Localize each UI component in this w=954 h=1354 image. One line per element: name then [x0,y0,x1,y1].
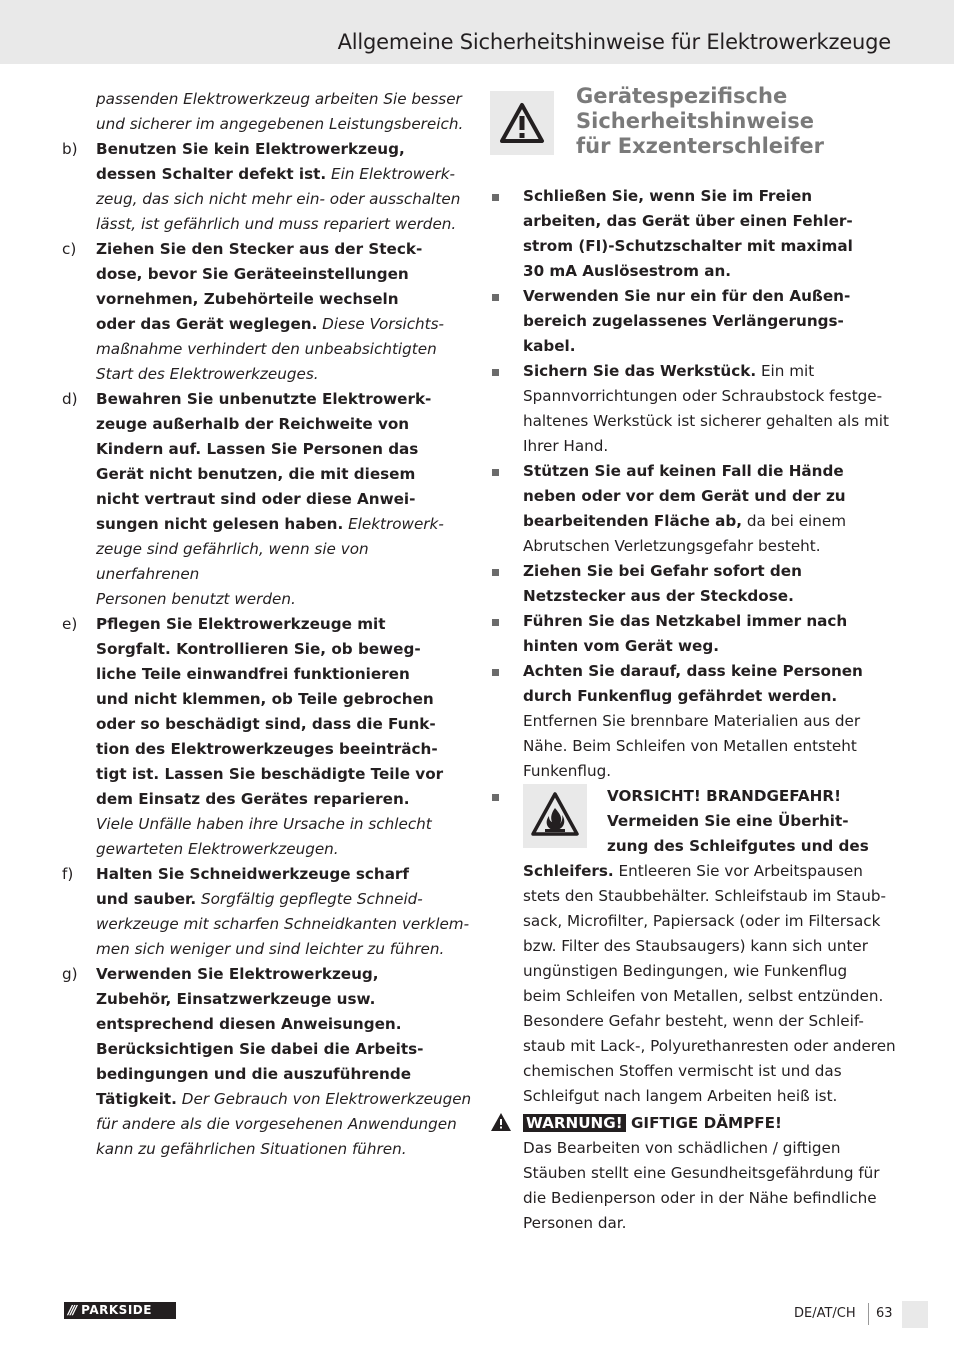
toxic-fumes-warning [490,1111,900,1236]
warning-text: die Bedienperson oder in der Nähe befindliche [523,1189,877,1207]
bold-text: Führen Sie das Netzkabel immer nach [523,612,848,630]
italic-text: Diese Vorsichts- [317,315,445,333]
logo-name: PARKSIDE [81,1303,152,1317]
plain-text: Besondere Gefahr besteht, wenn der Schleif- [523,1012,864,1030]
fire-sign-box [523,784,587,848]
plain-text: Funkenflug. [523,762,612,780]
bullet-square [492,369,499,376]
text-line [96,862,472,887]
italic-text: für andere als die vorgesehenen Anwendungen [96,1115,457,1133]
text-line [96,137,472,162]
plain-text: da bei einem [742,512,847,530]
warning-triangle-icon [490,91,554,155]
bold-text: neben oder vor dem Gerät und der zu [523,487,846,505]
section-title-line: Gerätespezifische [576,84,788,108]
plain-text: Entleeren Sie vor Arbeitspausen [613,862,863,880]
text-line [523,859,900,884]
bold-text: bedingungen und die auszuführende [96,1065,412,1083]
text-line [523,234,900,259]
text-line [523,534,900,559]
plain-text: stets den Staubbehälter. Schleifstaub im Staub- [523,887,886,905]
bold-text: liche Teile einwandfrei funktionieren [96,665,410,683]
bold-text: dessen Schalter defekt ist. [96,165,327,183]
bold-text: Ziehen Sie bei Gefahr sofort den [523,562,802,580]
bold-text: strom (FI)-Schutzschalter mit maximal [523,237,853,255]
text-line [523,209,900,234]
bold-text: sungen nicht gelesen haben. [96,515,344,533]
bold-text: Ziehen Sie den Stecker aus der Steck- [96,240,423,258]
list-item [62,612,472,862]
bullet-square [492,469,499,476]
italic-text: kann zu gefährlichen Situationen führen. [96,1140,407,1158]
bullet-square [492,569,499,576]
bold-text: Bewahren Sie unbenutzte Elektrowerk- [96,390,432,408]
intro-line: passenden Elektrowerkzeug arbeiten Sie besser [96,90,462,108]
text-line [523,759,900,784]
text-line [523,734,900,759]
text-line [96,787,472,812]
text-line [96,437,472,462]
list-item [62,387,472,612]
bullet-item [490,459,900,559]
locale-label: DE/AT/CH [794,1306,856,1321]
page-number: 63 [876,1306,893,1321]
bold-text: und sauber. [96,890,197,908]
text-line [96,837,472,862]
bold-text: arbeiten, das Gerät über einen Fehler- [523,212,853,230]
plain-text: Abrutschen Verletzungsgefahr besteht. [523,537,821,555]
section-title-line: Sicherheitshinweise [576,109,814,133]
bold-text: Kindern auf. Lassen Sie Personen das [96,440,419,458]
bold-text: dem Einsatz des Gerätes reparieren. [96,790,410,808]
text-line [523,609,900,634]
warning-text: Stäuben stellt eine Gesundheitsgefährdung für [523,1164,880,1182]
list-item [62,137,472,237]
text-line [96,1012,472,1037]
bold-text: Pflegen Sie Elektrowerkzeuge mit [96,615,386,633]
plain-text: Nähe. Beim Schleifen von Metallen entsteht [523,737,857,755]
brand-logo [64,1302,176,1319]
italic-text: Der Gebrauch von Elektrowerkzeugen [176,1090,472,1108]
text-line [96,962,472,987]
text-line [523,359,900,384]
bold-text: Schleifers. [523,862,614,880]
text-line [96,987,472,1012]
italic-text: werkzeuge mit scharfen Schneidkanten verklem- [96,915,470,933]
text-line [96,162,472,187]
plain-text: ungünstigen Bedingungen, wie Funkenflug [523,962,848,980]
bold-text: bearbeitenden Fläche ab, [523,512,743,530]
text-line [96,187,472,212]
bold-text: Sorgfalt. Kontrollieren Sie, ob beweg- [96,640,421,658]
italic-text: gewarteten Elektrowerkzeugen. [96,840,339,858]
bullet-square [492,619,499,626]
italic-text: men sich weniger und sind leichter zu führen. [96,940,445,958]
item-letter: f) [62,865,74,883]
text-line [96,487,472,512]
bullet-item [490,609,900,659]
bold-text: oder das Gerät weglegen. [96,315,318,333]
text-line [96,212,472,237]
text-line [523,984,900,1009]
bold-text: bereich zugelassenes Verlängerungs- [523,312,844,330]
text-line [523,909,900,934]
bullet-square [492,669,499,676]
text-line [96,387,472,412]
text-line [523,1059,900,1084]
bold-text: Halten Sie Schneidwerkzeuge scharf [96,865,410,883]
warning-text: Personen dar. [523,1214,627,1232]
text-line [96,1087,472,1112]
text-line [523,484,900,509]
item-letter: b) [62,140,78,158]
fire-warning-heading: zung des Schleifgutes und des [607,837,869,855]
fire-warning-heading: VORSICHT! BRANDGEFAHR! [607,787,842,805]
italic-text: zeuge sind gefährlich, wenn sie von unerfahrenen [96,540,369,583]
text-line [96,712,472,737]
bullet-square [492,794,499,801]
list-item [62,962,472,1162]
italic-text: zeug, das sich nicht mehr ein- oder ausschalten [96,190,461,208]
text-line [96,912,472,937]
bullet-item [490,184,900,284]
bold-text: Verwenden Sie Elektrowerkzeug, [96,965,379,983]
bold-text: hinten vom Gerät weg. [523,637,719,655]
text-line [523,959,900,984]
text-line [96,287,472,312]
plain-text: Ein mit [756,362,815,380]
bullet-item [490,284,900,359]
bold-text: tigt ist. Lassen Sie beschädigte Teile vor [96,765,444,783]
text-line [523,409,900,434]
bold-text: durch Funkenflug gefährdet werden. [523,687,838,705]
intro-line: und sicherer im angegebenen Leistungsbereich. [96,115,464,133]
fire-hazard-bullet [490,784,900,1109]
text-line [96,687,472,712]
bold-text: Verwenden Sie nur ein für den Außen- [523,287,851,305]
italic-text: Personen benutzt werden. [96,590,296,608]
text-line [523,559,900,584]
bold-text: Netzstecker aus der Steckdose. [523,587,794,605]
text-line [523,634,900,659]
section-heading [490,84,900,168]
page-title: Allgemeine Sicherheitshinweise für Elektrowerkzeuge [337,30,891,54]
section-title [576,84,906,159]
bold-text: kabel. [523,337,576,355]
italic-text: Ein Elektrowerk- [326,165,456,183]
plain-text: chemischen Stoffen vermischt ist und das [523,1062,842,1080]
list-item [62,862,472,962]
text-line [96,462,472,487]
bold-text: tion des Elektrowerkzeuges beeinträch- [96,740,438,758]
bold-text: Gerät nicht benutzen, die mit diesem [96,465,416,483]
bold-text: Zubehör, Einsatzwerkzeuge usw. [96,990,376,1008]
bold-text: zeuge außerhalb der Reichweite von [96,415,410,433]
text-line [96,537,472,587]
text-line [96,637,472,662]
bullet-item [490,559,900,609]
text-line [523,384,900,409]
italic-text: lässt, ist gefährlich und muss repariert werden. [96,215,457,233]
footer-divider [868,1303,869,1325]
bold-text: nicht vertraut sind oder diese Anwei- [96,490,416,508]
right-column [490,84,900,1236]
plain-text: haltenes Werkstück ist sicherer gehalten als mit [523,412,889,430]
bold-text: dose, bevor Sie Geräteeinstellungen [96,265,409,283]
bold-text: Sichern Sie das Werkstück. [523,362,757,380]
warning-text: Das Bearbeiten von schädlichen / giftigen [523,1139,841,1157]
text-line [523,284,900,309]
footer-tab [902,1301,928,1328]
text-line [96,737,472,762]
bold-text: Schließen Sie, wenn Sie im Freien [523,187,813,205]
text-line [96,362,472,387]
bold-text: Benutzen Sie kein Elektrowerkzeug, [96,140,405,158]
item-letter: e) [62,615,78,633]
text-line [523,1009,900,1034]
bold-text: und nicht klemmen, ob Teile gebrochen [96,690,434,708]
bold-text: oder so beschädigt sind, dass die Funk- [96,715,436,733]
text-line [96,237,472,262]
fire-warning-heading: Vermeiden Sie eine Überhit- [607,812,849,830]
plain-text: Entfernen Sie brennbare Materialien aus der [523,712,861,730]
text-line [96,937,472,962]
plain-text: sack, Microfilter, Papiersack (oder im Filtersack [523,912,881,930]
text-line [523,709,900,734]
list-item [62,237,472,387]
text-line [96,762,472,787]
bold-text: entsprechend diesen Anweisungen. [96,1015,402,1033]
text-line [523,584,900,609]
text-line [96,1037,472,1062]
text-line [523,934,900,959]
text-line [96,587,472,612]
italic-text: Elektrowerk- [343,515,444,533]
text-line [523,459,900,484]
plain-text: Ihrer Hand. [523,437,609,455]
warning-title: GIFTIGE DÄMPFE! [625,1114,782,1132]
text-line [96,262,472,287]
text-line [96,512,472,537]
bold-text: Stützen Sie auf keinen Fall die Hände [523,462,844,480]
text-line [523,184,900,209]
text-line [523,1034,900,1059]
logo-slashes: /// [68,1303,76,1317]
italic-text: maßnahme verhindert den unbeabsichtigten [96,340,437,358]
plain-text: beim Schleifen von Metallen, selbst entzünden. [523,987,884,1005]
plain-text: Schleifgut nach langem Arbeiten heiß ist. [523,1087,838,1105]
bold-text: 30 mA Auslösestrom an. [523,262,732,280]
italic-text: Sorgfältig gepflegte Schneid- [196,890,423,908]
italic-text: Start des Elektrowerkzeuges. [96,365,319,383]
bold-text: Tätigkeit. [96,1090,177,1108]
bullet-square [492,194,499,201]
plain-text: staub mit Lack-, Polyurethanresten oder anderen [523,1037,896,1055]
text-line [96,337,472,362]
text-line [523,1084,900,1109]
text-line [523,334,900,359]
text-line [96,1137,472,1162]
text-line [523,659,900,684]
text-line [523,259,900,284]
section-title-line: für Exzenterschleifer [576,134,824,158]
left-column [62,87,472,1162]
bullet-item [490,359,900,459]
text-line [96,662,472,687]
fire-warning-icon [527,788,583,844]
text-line [96,887,472,912]
bold-text: Berücksichtigen Sie dabei die Arbeits- [96,1040,424,1058]
text-line [523,884,900,909]
text-line [96,812,472,837]
bullet-square [492,294,499,301]
text-line [96,412,472,437]
text-line [96,612,472,637]
text-line [523,434,900,459]
plain-text: bzw. Filter des Staubsaugers) kann sich unter [523,937,869,955]
text-line [523,509,900,534]
bold-text: vornehmen, Zubehörteile wechseln [96,290,399,308]
warning-label: WARNUNG! [523,1114,626,1132]
warning-sign-box [490,91,554,155]
item-letter: c) [62,240,77,258]
italic-text: Viele Unfälle haben ihre Ursache in schlecht [96,815,432,833]
item-letter: g) [62,965,78,983]
bullet-item [490,659,900,784]
bold-text: Achten Sie darauf, dass keine Personen [523,662,863,680]
item-letter: d) [62,390,78,408]
text-line [523,309,900,334]
warning-triangle-icon [490,1112,512,1140]
text-line [523,684,900,709]
text-line [96,1112,472,1137]
plain-text: Spannvorrichtungen oder Schraubstock festge- [523,387,883,405]
text-line [96,312,472,337]
text-line [96,1062,472,1087]
